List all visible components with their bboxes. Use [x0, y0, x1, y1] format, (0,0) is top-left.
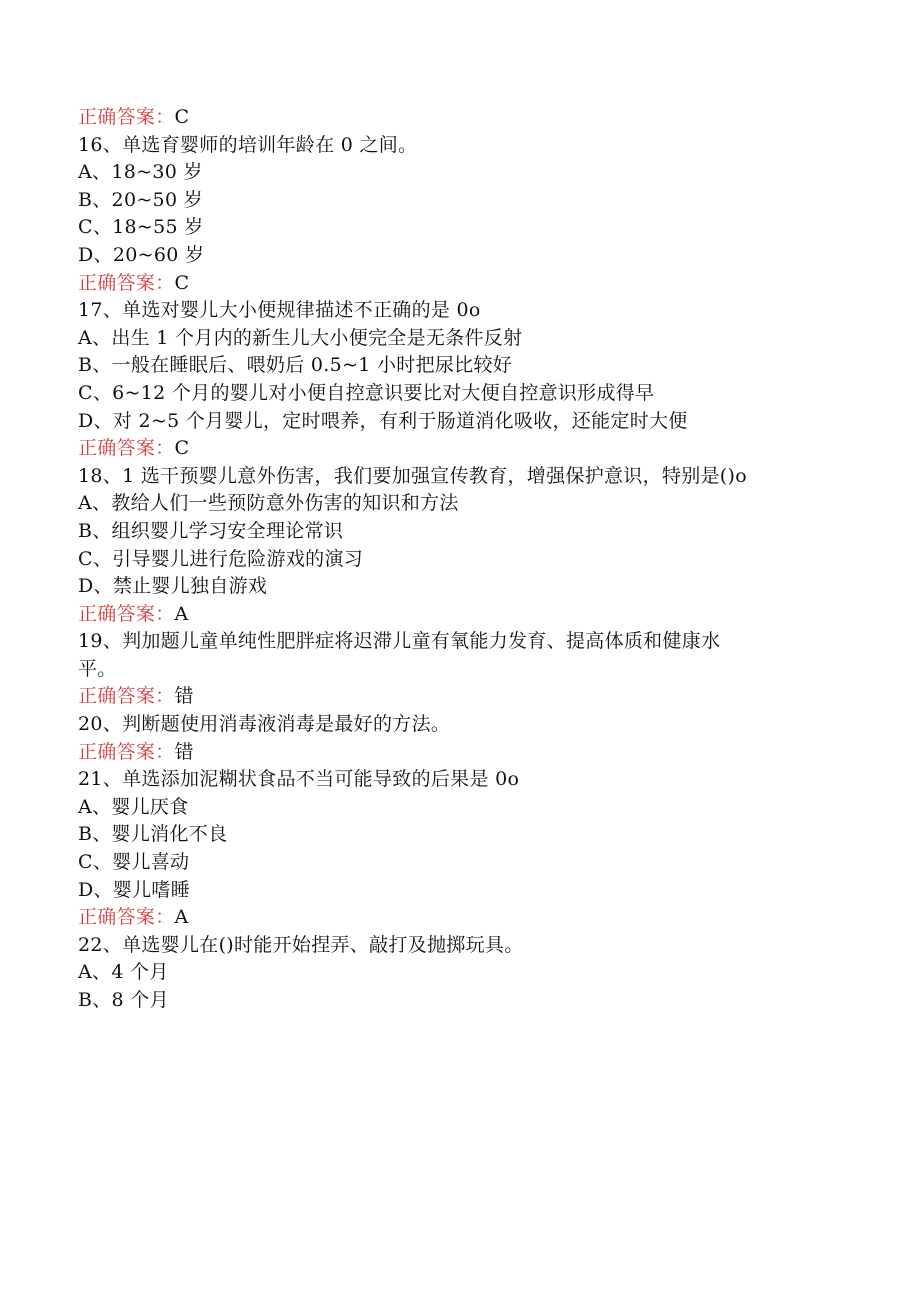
question-19-line-2: 平。: [78, 657, 117, 680]
option-d: D、20~60 岁: [78, 243, 205, 266]
answer-line: [78, 435, 878, 463]
option-d: D、婴儿嗜睡: [78, 878, 191, 901]
answer-label: 正确答案：: [78, 271, 175, 294]
answer-line: [78, 104, 878, 132]
answer-value: A: [174, 906, 189, 929]
answer-label: 正确答案：: [78, 106, 175, 128]
option-a: A、婴儿厌食: [78, 795, 189, 818]
answer-label: 正确答案：: [78, 437, 175, 460]
option-b: B、20~50 岁: [78, 188, 203, 211]
option-a: A、4 个月: [78, 961, 169, 984]
answer-line: [78, 683, 878, 711]
answer-line: [78, 601, 878, 629]
question-17: 17、单选对婴儿大小便规律描述不正确的是 0o: [78, 299, 481, 322]
answer-label: 正确答案：: [78, 740, 175, 763]
option-b: B、8 个月: [78, 989, 169, 1011]
option-c: C、18~55 岁: [78, 216, 204, 239]
option-d: D、禁止婴儿独自游戏: [78, 575, 268, 598]
answer-line: [78, 904, 878, 932]
answer-value: C: [174, 437, 190, 460]
option-c: C、婴儿喜动: [78, 851, 190, 874]
answer-label: 正确答案：: [78, 906, 175, 929]
option-b: B、组织婴儿学习安全理论常识: [78, 519, 344, 542]
option-b: B、一般在睡眠后、喂奶后 0.5~1 小时把尿比较好: [78, 354, 513, 377]
question-19-line-1: 19、判加题儿童单纯性肥胖症将迟滞儿童有氧能力发育、提高体质和健康水: [78, 630, 721, 653]
answer-value: C: [174, 271, 190, 294]
option-b: B、婴儿消化不良: [78, 823, 228, 846]
answer-value: A: [174, 602, 189, 625]
answer-value: 错: [174, 685, 194, 708]
document-page: [78, 104, 878, 1015]
option-c: C、6~12 个月的婴儿对小便自控意识要比对大便自控意识形成得早: [78, 381, 655, 404]
option-a: A、18~30 岁: [78, 161, 203, 184]
question-16: 16、单选育婴师的培训年龄在 0 之间。: [78, 133, 418, 156]
question-21: 21、单选添加泥糊状食品不当可能导致的后果是 0o: [78, 768, 520, 791]
option-d: D、对 2~5 个月婴儿，定时喂养，有利于肠道消化吸收，还能定时大便: [78, 409, 688, 432]
answer-label: 正确答案：: [78, 602, 175, 625]
option-c: C、引导婴儿进行危险游戏的演习: [78, 547, 364, 570]
option-a: A、出生 1 个月内的新生儿大小便完全是无条件反射: [78, 326, 523, 349]
answer-value: C: [174, 106, 190, 128]
answer-value: 错: [174, 740, 194, 763]
answer-line: [78, 270, 878, 298]
question-20: 20、判断题使用消毒液消毒是最好的方法。: [78, 713, 451, 736]
question-18: 18、1 选干预婴儿意外伤害，我们要加强宣传教育，增强保护意识，特别是()o: [78, 464, 747, 487]
option-a: A、教给人们一些预防意外伤害的知识和方法: [78, 492, 459, 515]
answer-label: 正确答案：: [78, 685, 175, 708]
answer-line: [78, 739, 878, 767]
question-22: 22、单选婴儿在()时能开始捏弄、敲打及抛掷玩具。: [78, 933, 524, 956]
